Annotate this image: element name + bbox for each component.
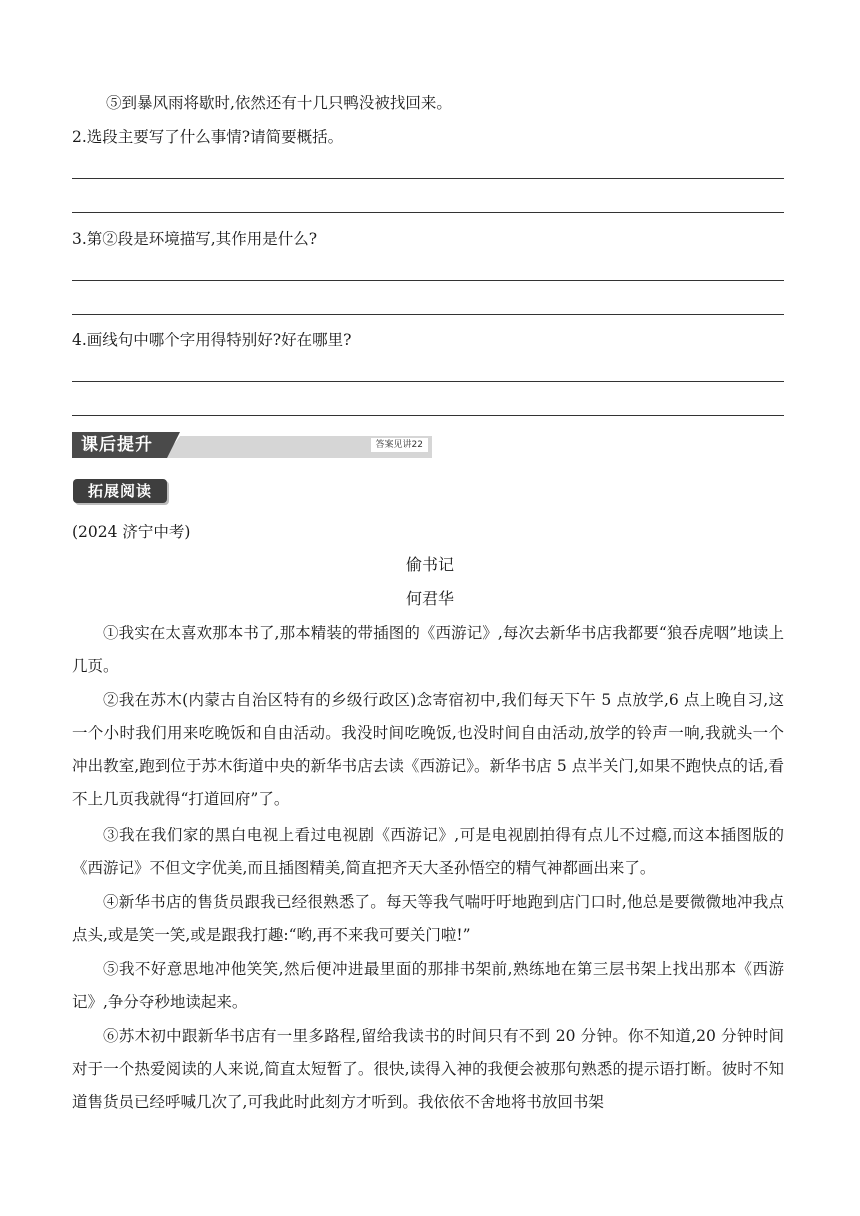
question-2: 2.选段主要写了什么事情?请简要概括。 [72, 128, 344, 146]
article-paragraph: ⑥苏木初中跟新华书店有一里多路程,留给我读书的时间只有不到 20 分钟。你不知道,20 分钟时间对于一个热爱阅读的人来说,简直太短暂了。很快,读得入神的我便会被那句熟悉的提示语打断。彼时不知道售货员已经呼喊几次了,可我此时此刻方才听到。我依依不舍地将书放回书架 [72, 1027, 784, 1111]
section-title: 课后提升 [81, 435, 153, 455]
question-3: 3.第②段是环境描写,其作用是什么? [72, 230, 318, 248]
answer-line [72, 381, 784, 382]
answer-line [72, 178, 784, 179]
article-author: 何君华 [405, 589, 454, 608]
tag-label: 拓展阅读 [87, 482, 152, 500]
answer-reference: 答案见讲22 [371, 438, 428, 452]
article-paragraph: ④新华书店的售货员跟我已经很熟悉了。每天等我气喘吁吁地跑到店门口时,他总是要微微地冲我点点头,或是笑一笑,或是跟我打趣:“哟,再不来我可要关门啦!” [72, 893, 784, 944]
answer-line [72, 212, 784, 213]
article-paragraph: ③我在我们家的黑白电视上看过电视剧《西游记》,可是电视剧拍得有点儿不过瘾,而这本插图版的《西游记》不但文字优美,而且插图精美,简直把齐天大圣孙悟空的精气神都画出来了。 [72, 826, 784, 877]
question-4: 4.画线句中哪个字用得特别好?好在哪里? [72, 331, 352, 349]
answer-line [72, 314, 784, 315]
question-item-5: ⑤到暴风雨将歇时,依然还有十几只鸭没被找回来。 [106, 94, 452, 112]
article-paragraph: ①我实在太喜欢那本书了,那本精装的带插图的《西游记》,每次去新华书店我都要“狼吞虎咽”地读上几页。 [72, 624, 784, 675]
extended-reading-tag [73, 479, 167, 503]
article-title: 偷书记 [405, 555, 454, 574]
source-note: (2024 济宁中考) [72, 523, 191, 541]
answer-line [72, 415, 784, 416]
answer-line [72, 280, 784, 281]
article-paragraph: ②我在苏木(内蒙古自治区特有的乡级行政区)念寄宿初中,我们每天下午 5 点放学,6 点上晚自习,这一个小时我们用来吃晚饭和自由活动。我没时间吃晚饭,也没时间自由活动,放学的铃声一响,我就头一个冲出教室,跑到位于苏木街道中央的新华书店去读《西游记》。新华书店 5 点半关门,如果不跑快点的话,看不上几页我就得“打道回府”了。 [72, 691, 784, 808]
section-banner [72, 432, 432, 458]
article-paragraph: ⑤我不好意思地冲他笑笑,然后便冲进最里面的那排书架前,熟练地在第三层书架上找出那本《西游记》,争分夺秒地读起来。 [72, 960, 784, 1011]
